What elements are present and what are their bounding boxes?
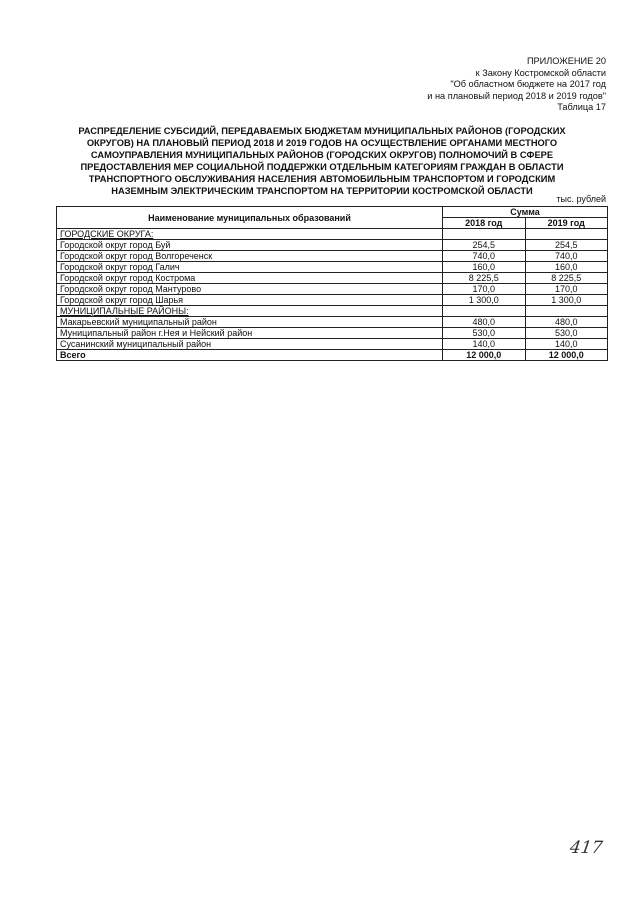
table-row [57, 240, 608, 251]
table-row [57, 339, 608, 350]
cell-2018: 8 225,5 [443, 273, 526, 284]
cell-2018: 530,0 [443, 328, 526, 339]
cell-name: Городской округ город Кострома [57, 273, 443, 284]
cell-2019: 480,0 [525, 317, 608, 328]
cell-2018: 480,0 [443, 317, 526, 328]
cell-2018: 254,5 [443, 240, 526, 251]
cell-2018: 140,0 [443, 339, 526, 350]
cell-2018: 12 000,0 [443, 350, 526, 361]
cell-name: Всего [57, 350, 443, 361]
section-row [57, 306, 608, 317]
cell-2019: 254,5 [525, 240, 608, 251]
column-header-2018: 2018 год [443, 218, 526, 229]
appendix-budget: "Об областном бюджете на 2017 год [450, 79, 606, 90]
cell-name: Городской округ город Галич [57, 262, 443, 273]
document-title: РАСПРЕДЕЛЕНИЕ СУБСИДИЙ, ПЕРЕДАВАЕМЫХ БЮДЖЕТАМ МУНИЦИПАЛЬНЫХ РАЙОНОВ (ГОРОДСКИХ ОКРУГОВ) НА ПЛАНОВЫЙ ПЕРИОД 2018 И 2019 ГОДОВ НА ОСУЩЕСТВЛЕНИЕ ОРГАНАМИ МЕСТНОГО САМОУПРАВЛЕНИЯ МУНИЦИПАЛЬНЫХ РАЙОНОВ (ГОРОДСКИХ ОКРУГОВ) ПОЛНОМОЧИЙ В СФЕРЕ ПРЕДОСТАВЛЕНИЯ МЕР СОЦИАЛЬНОЙ ПОДДЕРЖКИ ОТДЕЛЬНЫМ КАТЕГОРИЯМ ГРАЖДАН В ОБЛАСТИ ТРАНСПОРТНОГО ОБСЛУЖИВАНИЯ НАСЕЛЕНИЯ АВТОМОБИЛЬНЫМ ТРАНСПОРТОМ И ГОРОДСКИМ НАЗЕМНЫМ ЭЛЕКТРИЧЕСКИМ ТРАНСПОРТОМ НА ТЕРРИТОРИИ КОСТРОМСКОЙ ОБЛАСТИ [78, 126, 566, 196]
table-number: Таблица 17 [557, 102, 606, 113]
cell-name: Макарьевский муниципальный район [57, 317, 443, 328]
cell-2019: 140,0 [525, 339, 608, 350]
appendix-period: и на плановый период 2018 и 2019 годов" [427, 90, 606, 101]
cell-2019 [525, 306, 608, 317]
cell-name: Городской округ город Буй [57, 240, 443, 251]
appendix-law: к Закону Костромской области [475, 67, 606, 78]
subsidy-table [56, 206, 608, 361]
units-label: тыс. рублей [556, 194, 606, 204]
cell-2019: 1 300,0 [525, 295, 608, 306]
cell-2018: 1 300,0 [443, 295, 526, 306]
cell-name: Городской округ город Мантурово [57, 284, 443, 295]
cell-2019: 12 000,0 [525, 350, 608, 361]
total-row [57, 350, 608, 361]
cell-name: Городской округ город Волгореченск [57, 251, 443, 262]
cell-2019: 530,0 [525, 328, 608, 339]
cell-2018: 740,0 [443, 251, 526, 262]
column-header-2019: 2019 год [525, 218, 608, 229]
column-header-sum: Сумма [443, 207, 608, 218]
appendix-header [306, 56, 606, 114]
cell-2018 [443, 229, 526, 240]
cell-2018: 160,0 [443, 262, 526, 273]
table-row [57, 273, 608, 284]
appendix-number: ПРИЛОЖЕНИЕ 20 [526, 56, 606, 66]
table-row [57, 251, 608, 262]
cell-name: Муниципальный район г.Нея и Нейский район [57, 328, 443, 339]
table-row [57, 262, 608, 273]
cell-name: МУНИЦИПАЛЬНЫЕ РАЙОНЫ: [57, 306, 443, 317]
cell-2019: 170,0 [525, 284, 608, 295]
cell-2019: 740,0 [525, 251, 608, 262]
cell-2019: 160,0 [525, 262, 608, 273]
cell-name: ГОРОДСКИЕ ОКРУГА: [57, 229, 443, 240]
table-row [57, 284, 608, 295]
section-row [57, 229, 608, 240]
table-row [57, 317, 608, 328]
column-header-name: Наименование муниципальных образований [57, 207, 443, 229]
cell-name: Сусанинский муниципальный район [57, 339, 443, 350]
cell-2018: 170,0 [443, 284, 526, 295]
page-number: 417 [568, 838, 604, 858]
table-row [57, 295, 608, 306]
cell-name: Городской округ город Шарья [57, 295, 443, 306]
cell-2018 [443, 306, 526, 317]
table-row [57, 328, 608, 339]
cell-2019 [525, 229, 608, 240]
cell-2019: 8 225,5 [525, 273, 608, 284]
